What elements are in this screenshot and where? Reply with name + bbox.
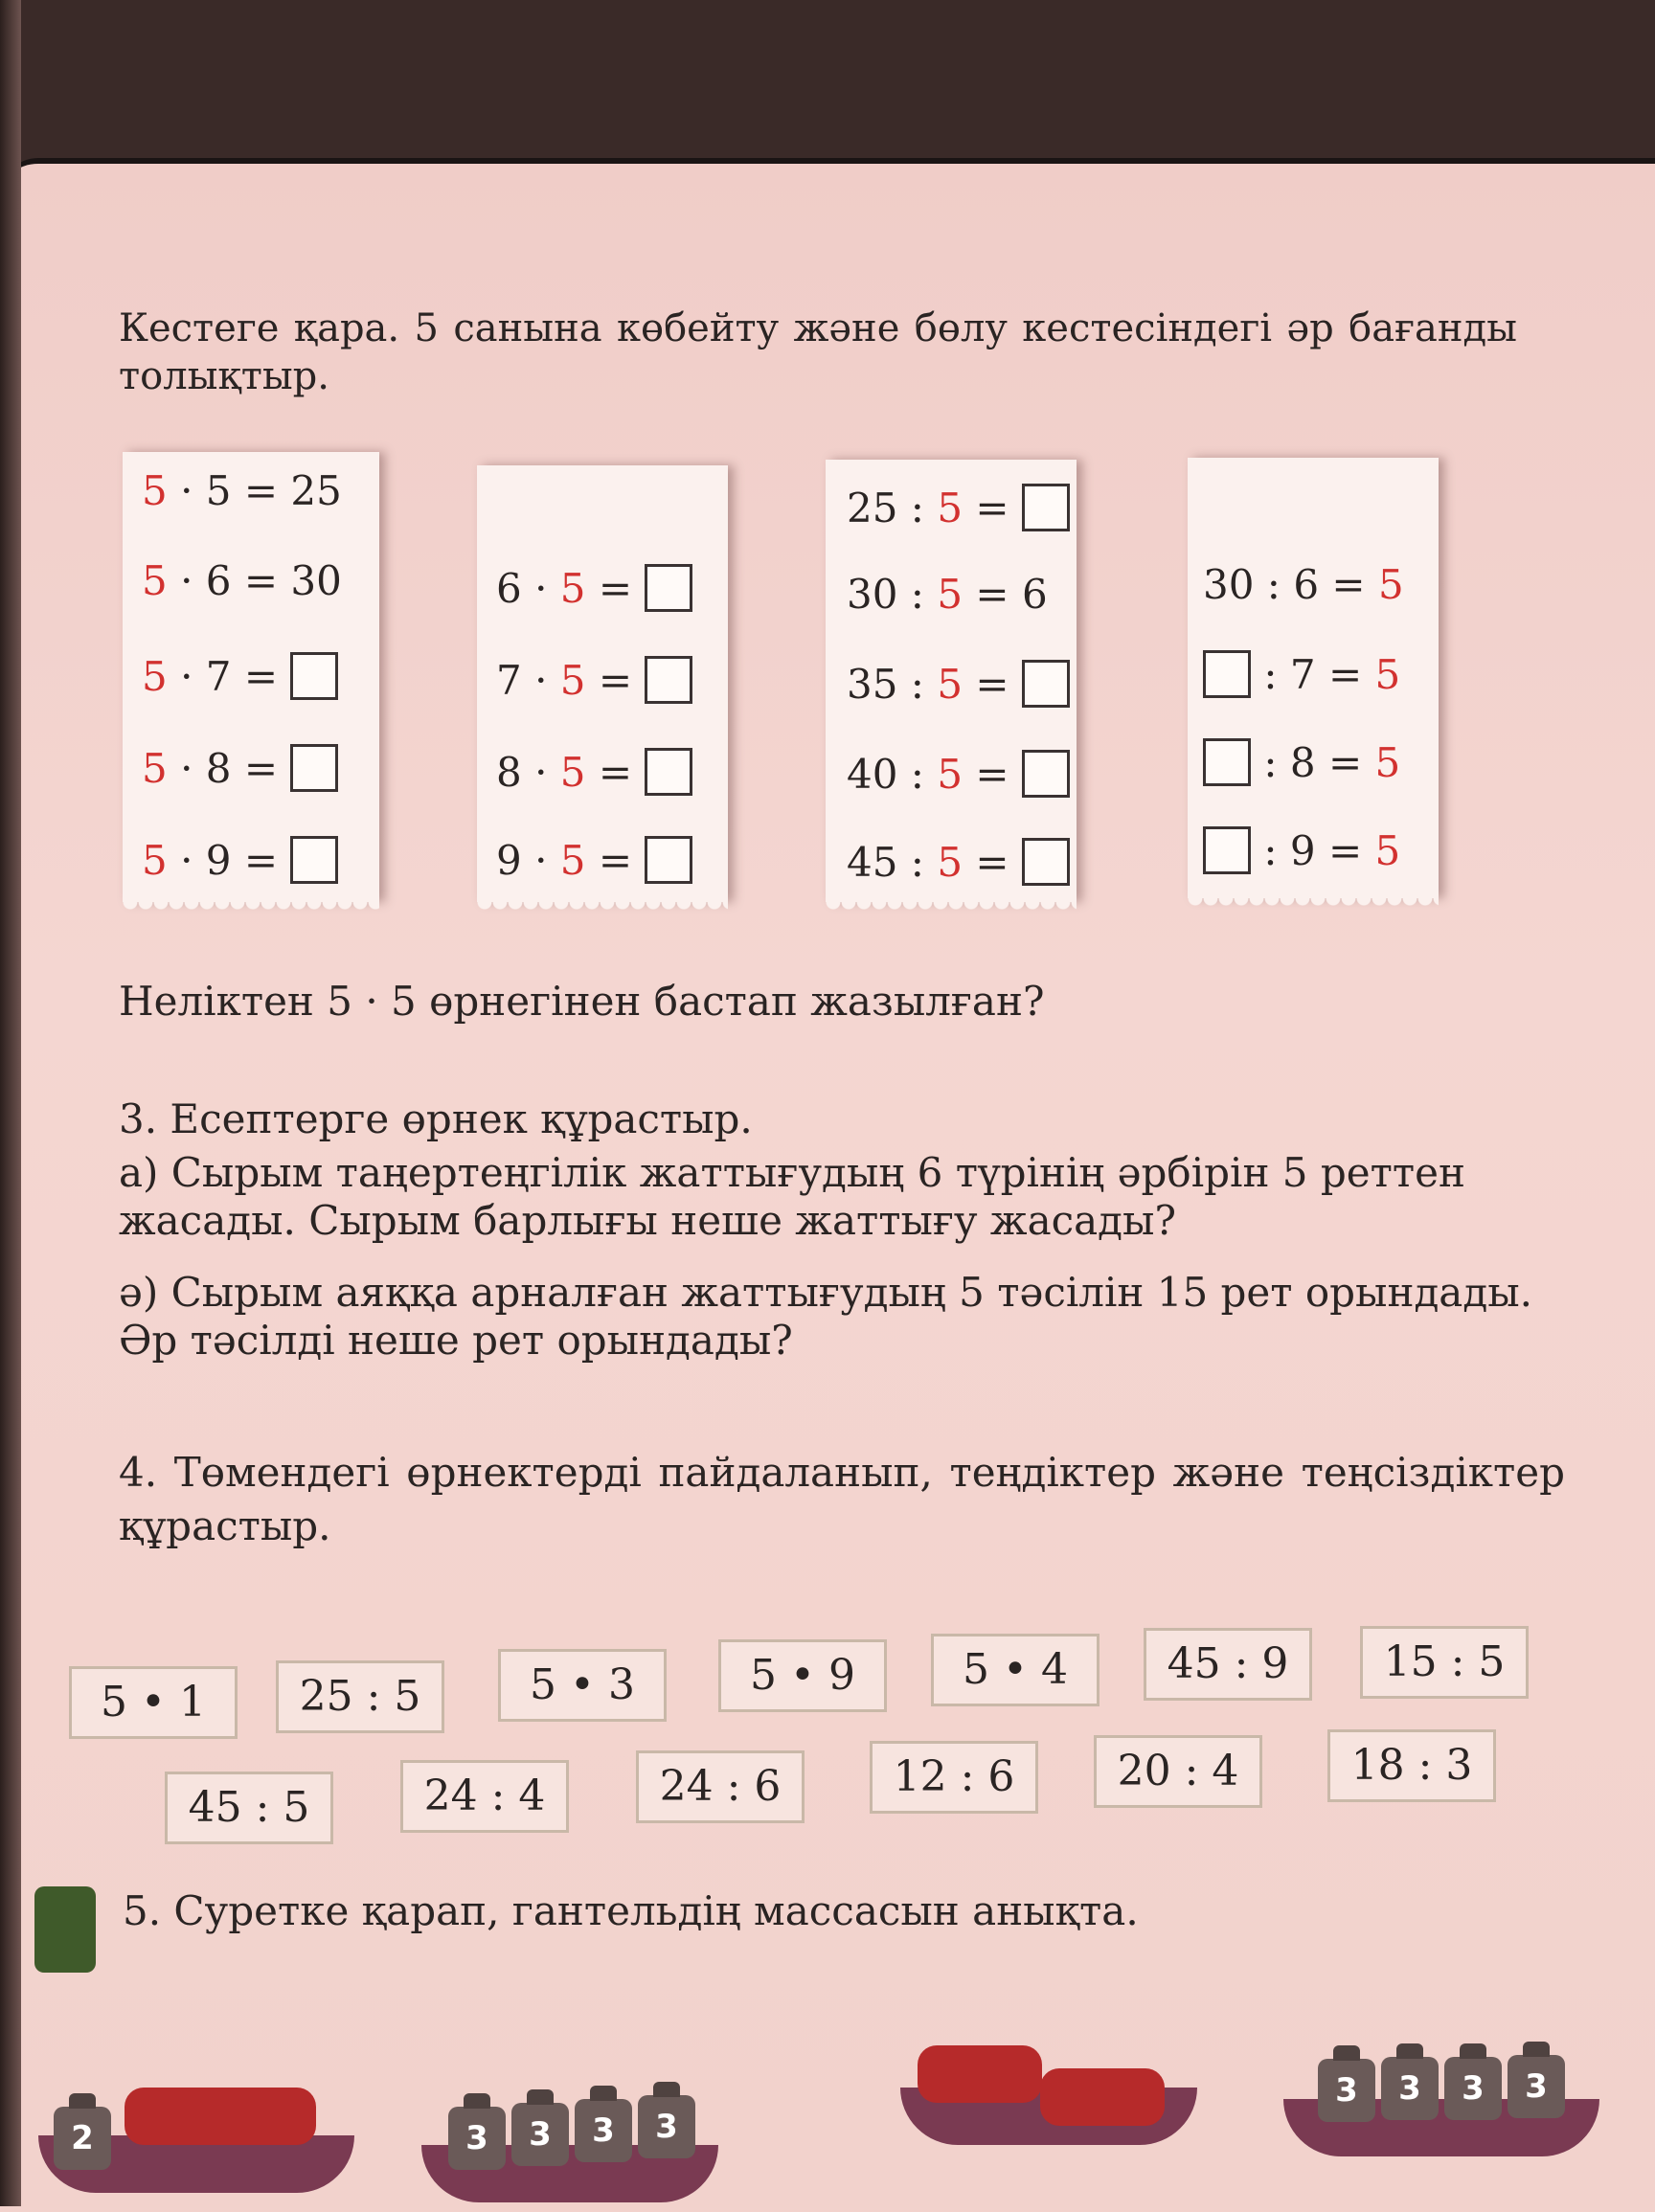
weight-icon: 3 [575,2099,632,2162]
equation: : 7 = 5 [1203,651,1400,699]
weight-icon: 3 [1508,2055,1565,2118]
task3-b: ә) Сырым аяққа арналған жаттығудың 5 тәсілін 15 рет орындады. Әр тәсілді неше рет орындады? [119,1269,1532,1364]
weight-icon: 3 [1381,2057,1439,2120]
task4-title: 4. Төмендегі өрнектерді пайдаланып, теңдіктер және теңсіздіктер құрастыр. [119,1449,1565,1549]
equation: 5 · 6 = 30 [142,557,342,604]
expression-card[interactable]: 15 : 5 [1360,1626,1529,1699]
answer-box[interactable] [1022,484,1070,531]
equation: 35 : 5 = [847,661,1070,709]
answer-box[interactable] [1203,826,1251,874]
equation: 5 · 5 = 25 [142,467,342,514]
equation: 25 : 5 = [847,485,1070,532]
expression-card[interactable]: 12 : 6 [870,1741,1038,1814]
answer-box[interactable] [1022,750,1070,798]
weight-icon: 3 [638,2095,695,2158]
dumbbell-icon [125,2088,316,2145]
equation: : 9 = 5 [1203,827,1400,875]
equation: 5 · 8 = [142,745,338,793]
answer-box[interactable] [1203,650,1251,698]
weight-icon: 3 [448,2107,506,2170]
equation: 9 · 5 = [496,837,692,885]
equation: : 8 = 5 [1203,739,1400,787]
equation: 30 : 6 = 5 [1203,561,1404,608]
task5-title: 5. Суретке қарап, гантельдің массасын анықта. [123,1887,1139,1934]
answer-box[interactable] [1022,660,1070,708]
expression-card[interactable]: 24 : 4 [400,1760,569,1833]
equation: 5 · 7 = [142,653,338,701]
answer-box[interactable] [645,748,692,796]
expression-card[interactable]: 5 • 1 [69,1666,238,1739]
answer-box[interactable] [290,744,338,792]
expression-card[interactable]: 24 : 6 [636,1750,805,1823]
equation: 30 : 5 = 6 [847,571,1048,618]
equation: 5 · 9 = [142,837,338,885]
magnifier-task-icon [34,1886,96,1973]
weight-icon: 3 [1444,2057,1502,2120]
expression-card[interactable]: 5 • 9 [718,1639,887,1712]
equation: 45 : 5 = [847,839,1070,887]
weight-icon: 3 [1318,2059,1375,2122]
answer-box[interactable] [645,564,692,612]
weight-icon: 2 [54,2107,111,2170]
expression-card[interactable]: 18 : 3 [1327,1729,1496,1802]
expression-card[interactable]: 45 : 5 [165,1772,333,1844]
expression-card[interactable]: 20 : 4 [1094,1735,1262,1808]
question-why: Неліктен 5 · 5 өрнегінен бастап жазылған? [119,978,1045,1025]
dumbbell-icon [1040,2068,1165,2126]
expression-card[interactable]: 45 : 9 [1144,1628,1312,1701]
dumbbell-icon [918,2045,1042,2103]
page-spine [0,0,21,2206]
exercise-intro: Кестеге қара. 5 санына көбейту және бөлу кестесіндегі әр бағанды толықтыр. [119,306,1517,398]
task3-a: а) Сырым таңертеңгілік жаттығудың 6 түрінің әрбірін 5 реттен жасады. Сырым барлығы неше жаттығу жасады? [119,1149,1465,1244]
expression-card[interactable]: 5 • 4 [931,1634,1100,1706]
answer-box[interactable] [290,652,338,700]
expression-card[interactable]: 5 • 3 [498,1649,667,1722]
answer-box[interactable] [645,836,692,884]
answer-box[interactable] [1203,738,1251,786]
answer-box[interactable] [290,836,338,884]
answer-box[interactable] [1022,838,1070,886]
answer-box[interactable] [645,656,692,704]
equation: 40 : 5 = [847,751,1070,799]
equation: 8 · 5 = [496,749,692,797]
equation: 6 · 5 = [496,565,692,613]
task3-title: 3. Есептерге өрнек құрастыр. [119,1095,753,1142]
expression-card[interactable]: 25 : 5 [276,1660,444,1733]
equation: 7 · 5 = [496,657,692,705]
weight-icon: 3 [511,2103,569,2166]
